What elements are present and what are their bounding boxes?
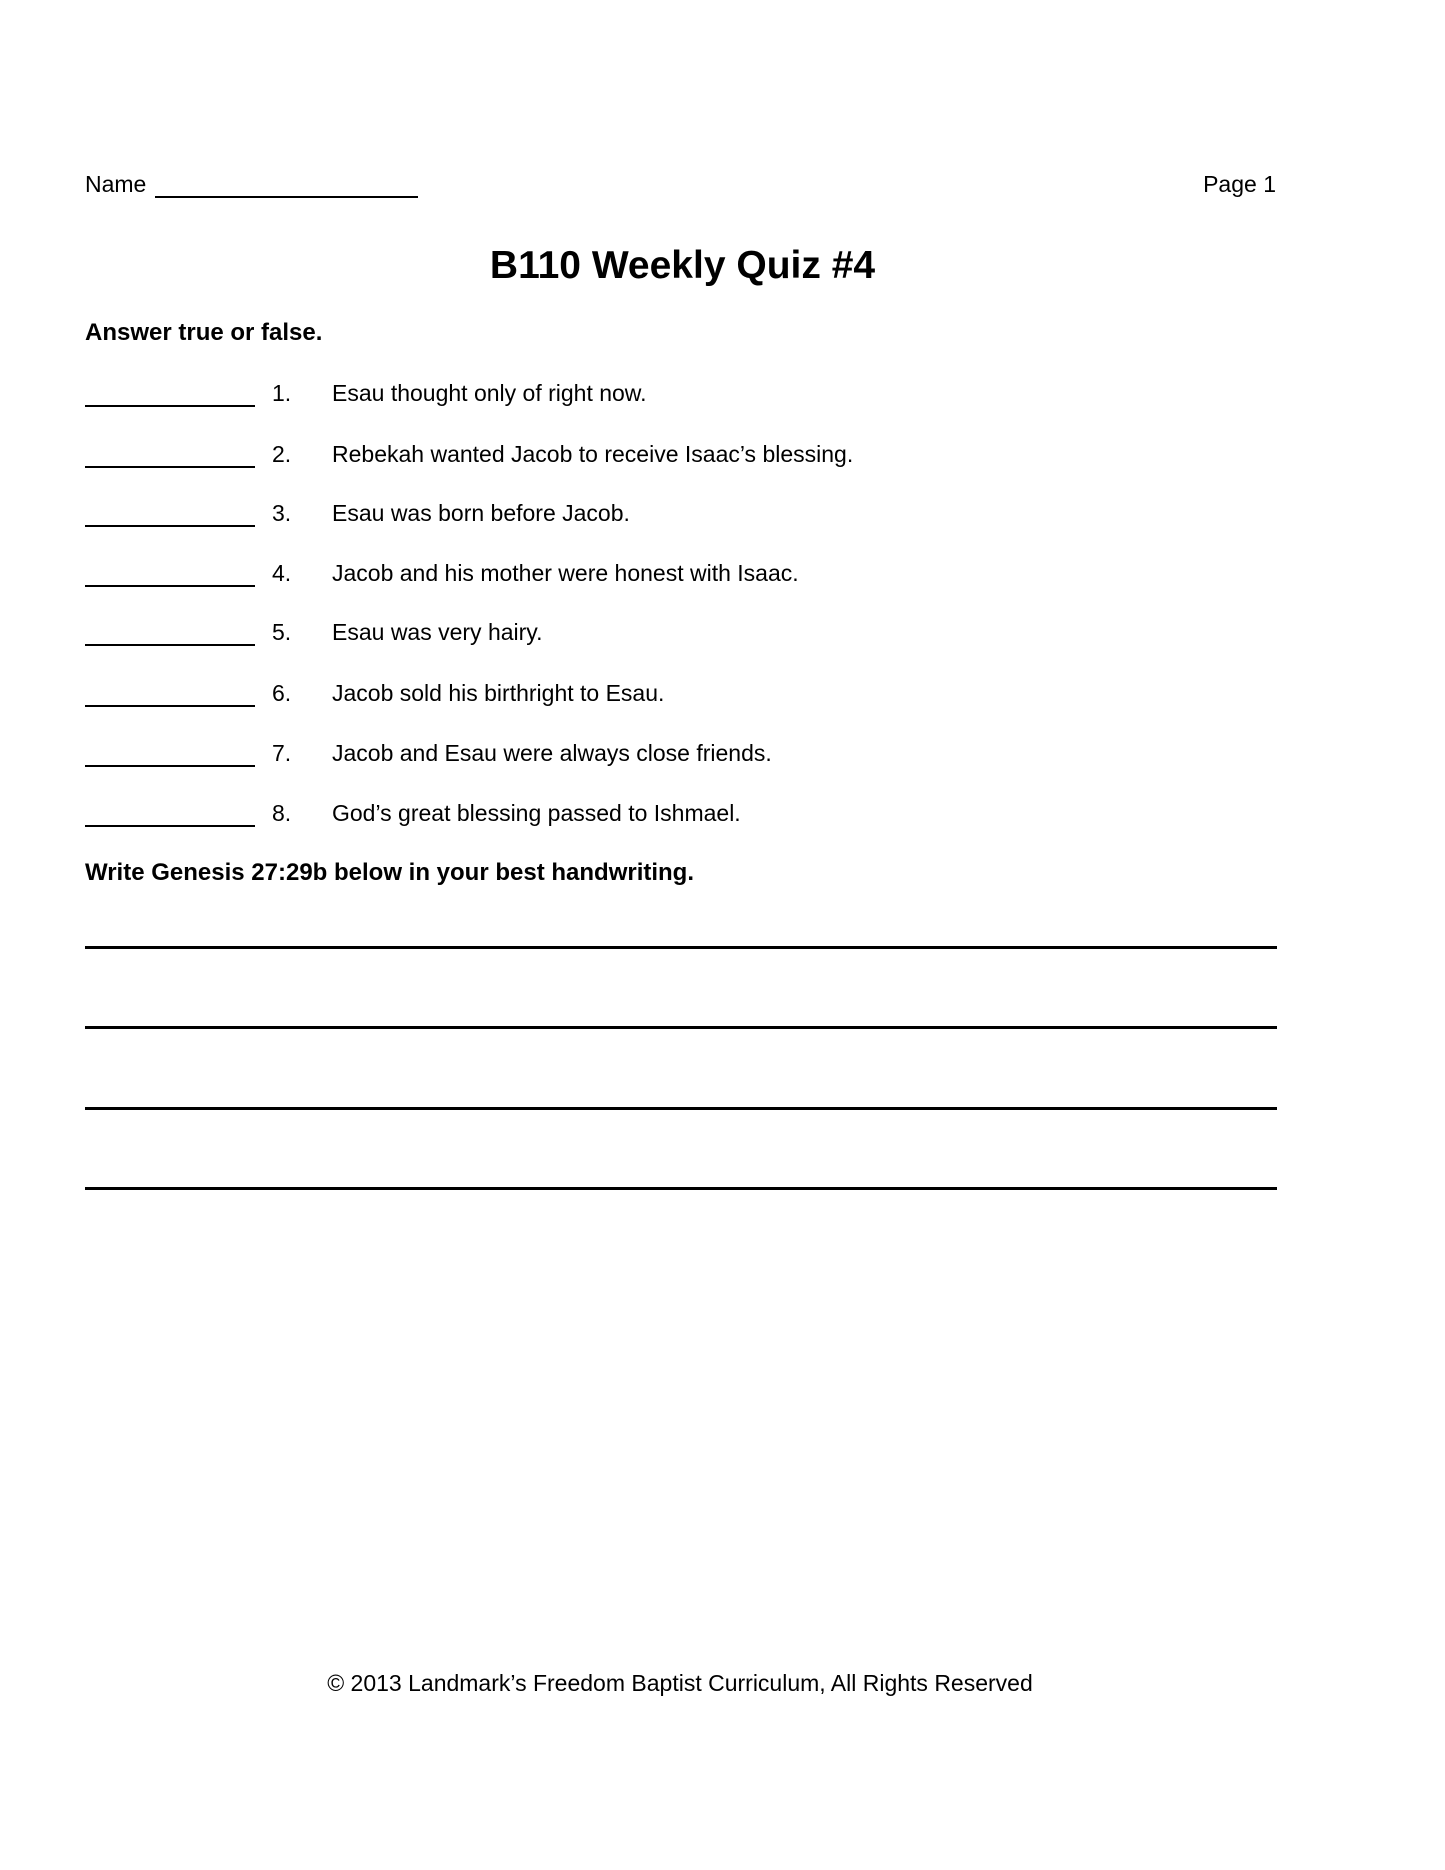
- item-number: 6.: [272, 680, 292, 706]
- copyright-footer: © 2013 Landmark’s Freedom Baptist Curriculum, All Rights Reserved: [327, 1670, 1033, 1696]
- item-text: God’s great blessing passed to Ishmael.: [332, 800, 741, 826]
- answer-blank[interactable]: [85, 765, 255, 767]
- writing-line-2[interactable]: [85, 1026, 1277, 1029]
- true-false-instruction: Answer true or false.: [85, 319, 323, 346]
- quiz-item: [85, 674, 1185, 714]
- quiz-item: [85, 554, 1185, 594]
- item-number: 1.: [272, 380, 292, 406]
- page-number: Page 1: [1203, 171, 1276, 197]
- item-number: 7.: [272, 740, 292, 766]
- quiz-item: [85, 734, 1185, 774]
- quiz-item: [85, 374, 1185, 414]
- answer-blank[interactable]: [85, 585, 255, 587]
- answer-blank[interactable]: [85, 644, 255, 646]
- answer-blank[interactable]: [85, 825, 255, 827]
- writing-line-1[interactable]: [85, 946, 1277, 949]
- page-title: B110 Weekly Quiz #4: [489, 244, 876, 287]
- answer-blank[interactable]: [85, 466, 255, 468]
- quiz-item: [85, 435, 1185, 475]
- answer-blank[interactable]: [85, 705, 255, 707]
- item-number: 2.: [272, 441, 292, 467]
- quiz-item: [85, 794, 1185, 834]
- item-number: 5.: [272, 619, 292, 645]
- item-text: Rebekah wanted Jacob to receive Isaac’s blessing.: [332, 441, 854, 467]
- writing-line-3[interactable]: [85, 1107, 1277, 1110]
- writing-line-4[interactable]: [85, 1187, 1277, 1190]
- name-label: Name: [85, 171, 147, 197]
- item-text: Jacob and his mother were honest with Isaac.: [332, 560, 799, 586]
- name-field[interactable]: [155, 196, 418, 198]
- item-number: 4.: [272, 560, 292, 586]
- answer-blank[interactable]: [85, 525, 255, 527]
- item-number: 8.: [272, 800, 292, 826]
- answer-blank[interactable]: [85, 405, 255, 407]
- item-text: Esau thought only of right now.: [332, 380, 647, 406]
- item-text: Jacob sold his birthright to Esau.: [332, 680, 665, 706]
- quiz-item: [85, 494, 1185, 534]
- item-number: 3.: [272, 500, 292, 526]
- quiz-item: [85, 613, 1185, 653]
- handwriting-instruction: Write Genesis 27:29b below in your best handwriting.: [85, 859, 695, 886]
- item-text: Jacob and Esau were always close friends.: [332, 740, 772, 766]
- item-text: Esau was very hairy.: [332, 619, 543, 645]
- item-text: Esau was born before Jacob.: [332, 500, 630, 526]
